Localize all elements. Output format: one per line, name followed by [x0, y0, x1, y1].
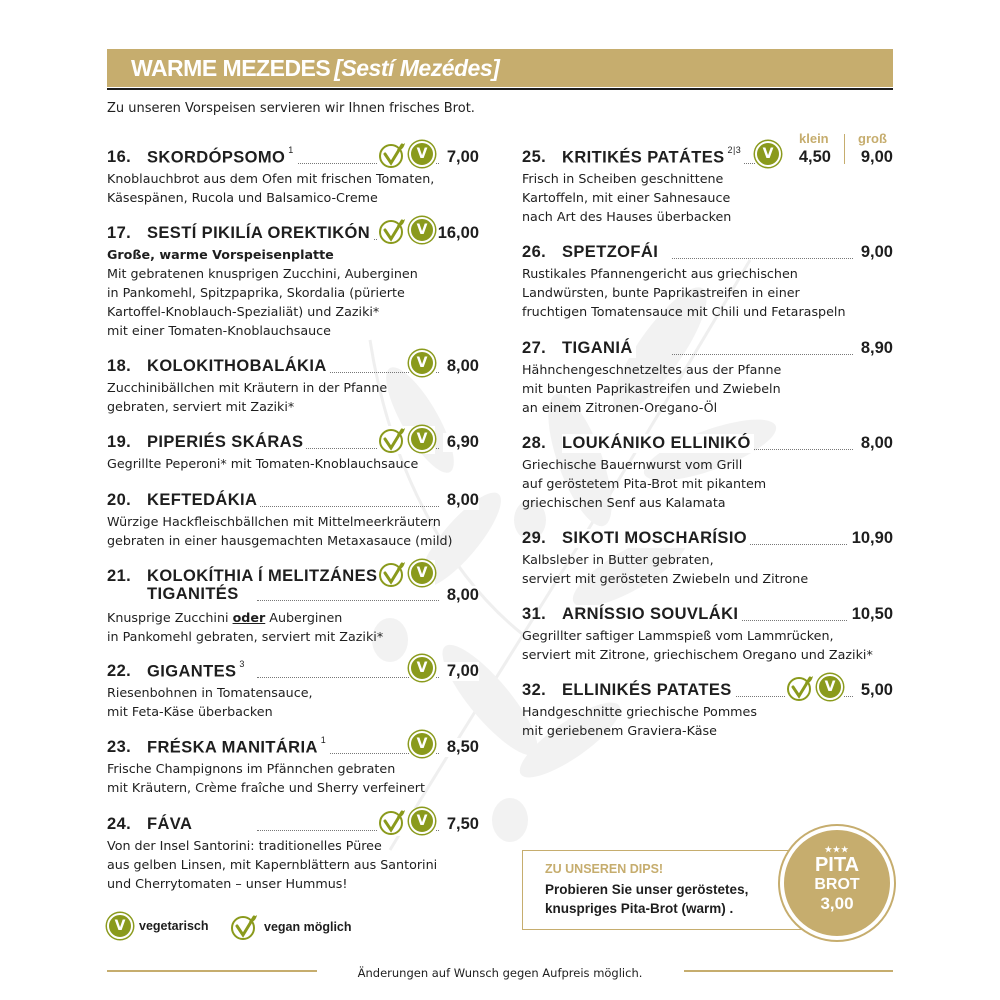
- item-subtitle: Große, warme Vorspeisenplatte: [107, 247, 334, 262]
- item-name-text: FÁVA: [147, 815, 193, 833]
- item-name: [562, 145, 744, 168]
- vegetarian-icon: V: [409, 350, 435, 376]
- section-title-sub: [Sestí Mezédes]: [334, 55, 500, 81]
- item-name: [147, 735, 329, 758]
- menu-item: [107, 813, 479, 893]
- item-number: 28.: [522, 434, 547, 452]
- item-name-text: KEFTEDÁKIA: [147, 491, 258, 509]
- item-number: 21.: [107, 567, 132, 585]
- header-rule: [107, 88, 893, 90]
- item-name: [562, 434, 754, 453]
- vegan-icon: [378, 808, 406, 836]
- section-header: [107, 49, 893, 87]
- vegetarian-icon: V: [409, 560, 435, 586]
- item-description: [522, 264, 893, 321]
- vegetarian-icon: V: [409, 141, 435, 167]
- vegetarian-icon: V: [107, 913, 133, 939]
- desc-line: Frisch in Scheiben geschnittene: [522, 171, 724, 186]
- pita-stars: ★★★: [824, 845, 850, 854]
- diet-icons: [409, 655, 435, 681]
- vegan-icon: [378, 141, 406, 169]
- desc-line: mit Feta-Käse überbacken: [107, 704, 273, 719]
- diet-icons: [409, 731, 435, 757]
- desc-line: aus gelben Linsen, mit Kapernblättern aus Santorini: [107, 857, 438, 872]
- item-price: 7,00: [443, 662, 479, 681]
- desc-line: serviert mit Zitrone, griechischem Oregano und Zaziki*: [522, 647, 873, 662]
- menu-item: [107, 660, 479, 721]
- item-description: [522, 626, 893, 664]
- vegetarian-icon: V: [817, 674, 843, 700]
- legend-vegan: [230, 913, 352, 941]
- desc-line: fruchtigen Tomatensauce mit Chili und Fetaraspeln: [522, 304, 846, 319]
- desc-line: auf geröstetem Pita-Brot mit pikantem: [522, 476, 767, 491]
- item-number: 32.: [522, 681, 547, 699]
- item-description: [107, 454, 479, 473]
- menu-item: [107, 146, 479, 207]
- item-name: [147, 491, 260, 510]
- item-description: [522, 169, 893, 226]
- dot-leader: [257, 506, 439, 507]
- desc-line: an einem Zitronen-Oregano-Öl: [522, 400, 718, 415]
- item-name-text: PIPERIÉS SKÁRAS: [147, 433, 304, 451]
- item-name-text: LOUKÁNIKO ELLINIKÓ: [562, 434, 751, 452]
- item-name-text: KOLOKÍTHIA Í MELITZÁNES: [147, 567, 378, 585]
- item-price: 7,00: [443, 148, 479, 167]
- vegan-icon: [378, 217, 406, 245]
- item-name-text: SESTÍ PIKILÍA OREKTIKÓN: [147, 224, 371, 242]
- legend-vegetarian: [107, 913, 208, 939]
- pita-label-1: PITA: [814, 854, 860, 876]
- desc-line: Kartoffeln, mit einer Sahnesauce: [522, 190, 731, 205]
- desc-part: Knusprige Zucchini: [107, 610, 233, 625]
- item-description: [522, 360, 893, 417]
- item-price: 10,90: [848, 529, 893, 548]
- menu-item: [522, 527, 893, 588]
- item-number: 26.: [522, 243, 547, 261]
- desc-line: serviert mit gerösteten Zwiebeln und Zitrone: [522, 571, 809, 586]
- vegan-icon: [786, 674, 814, 702]
- intro-text: Zu unseren Vorspeisen servieren wir Ihnen frisches Brot.: [107, 101, 475, 116]
- diet-icons: [409, 350, 435, 376]
- desc-line: mit einer Tomaten-Knoblauchsauce: [107, 323, 331, 338]
- section-title: [131, 55, 499, 82]
- item-price: 5,00: [857, 681, 893, 700]
- diet-icons: [378, 426, 435, 454]
- desc-line: Hähnchengeschnetzeltes aus der Pfanne: [522, 362, 782, 377]
- desc-line: Griechische Bauernwurst vom Grill: [522, 457, 743, 472]
- diet-icons: [378, 808, 435, 836]
- vegetarian-icon: V: [409, 217, 435, 243]
- item-footnote: 3: [239, 659, 245, 669]
- item-name-text: ELLINIKÉS PATATES: [562, 681, 732, 699]
- item-name: [147, 659, 248, 682]
- item-name: [147, 567, 380, 586]
- item-name-text: GIGANTES: [147, 662, 237, 681]
- desc-line: Gegrillte Peperoni* mit Tomaten-Knoblauchsauce: [107, 456, 419, 471]
- item-name: [562, 681, 735, 700]
- item-description: [107, 608, 479, 646]
- menu-item: [107, 355, 479, 416]
- vegetarian-icon: V: [409, 808, 435, 834]
- item-number: 31.: [522, 605, 547, 623]
- section-title-main: WARME MEZEDES: [131, 55, 331, 81]
- menu-item: [522, 432, 893, 512]
- dips-line-1: Probieren Sie unser geröstetes,: [545, 882, 749, 897]
- menu-item: [107, 736, 479, 797]
- desc-line: gebraten, serviert mit Zaziki*: [107, 399, 295, 414]
- menu-item: [522, 146, 893, 226]
- menu-item: [107, 565, 479, 646]
- dips-line-2: knuspriges Pita-Brot (warm) .: [545, 901, 734, 916]
- diet-icons: [378, 141, 435, 169]
- item-number: 22.: [107, 662, 132, 680]
- item-description: [107, 378, 479, 416]
- item-description: [107, 512, 479, 550]
- item-price: 8,50: [443, 738, 479, 757]
- desc-line: mit geriebenem Graviera-Käse: [522, 723, 717, 738]
- item-name-text: FRÉSKA MANITÁRIA: [147, 738, 318, 757]
- dot-leader: [257, 600, 439, 601]
- vegetarian-icon: V: [409, 655, 435, 681]
- vegan-icon: [230, 913, 258, 941]
- item-name-text: KRITIKÉS PATÁTES: [562, 148, 725, 167]
- item-name-text: SPETZOFÁI: [562, 243, 659, 261]
- item-description: [107, 245, 479, 340]
- desc-line: mit bunten Paprikastreifen und Zwiebeln: [522, 381, 781, 396]
- item-price: 7,50: [443, 815, 479, 834]
- item-name-text: KOLOKITHOBALÁKIA: [147, 357, 327, 375]
- item-name: [147, 357, 330, 376]
- item-price: 8,00: [857, 434, 893, 453]
- desc-line: mit Kräutern, Crème fraîche und Sherry verfeinert: [107, 780, 425, 795]
- item-footnote: 1: [320, 735, 327, 745]
- item-number: 20.: [107, 491, 132, 509]
- desc-line: in Pankomehl, Spitzpaprika, Skordalia (pürierte: [107, 285, 405, 300]
- item-number: 19.: [107, 433, 132, 451]
- item-number: 23.: [107, 738, 132, 756]
- desc-line: in Pankomehl gebraten, serviert mit Zaziki*: [107, 629, 384, 644]
- desc-line: Von der Insel Santorini: traditionelles Püree: [107, 838, 382, 853]
- vegetarian-icon: V: [755, 141, 781, 167]
- item-price: 16,00: [434, 224, 479, 243]
- item-price: 8,00: [443, 491, 479, 510]
- item-name-text: SIKOTI MOSCHARÍSIO: [562, 529, 748, 547]
- pita-label-2: BROT: [814, 876, 860, 893]
- item-name-text: ARNÍSSIO SOUVLÁKI: [562, 605, 739, 623]
- menu-item: [107, 431, 479, 473]
- desc-line: nach Art des Hauses überbacken: [522, 209, 732, 224]
- item-price: 9,00: [857, 148, 893, 167]
- vegan-icon: [378, 560, 406, 588]
- dips-box: [522, 850, 812, 930]
- item-number: 18.: [107, 357, 132, 375]
- item-name: [562, 529, 750, 548]
- desc-line: Kartoffel-Knoblauch-Spezialiät) und Zaziki*: [107, 304, 380, 319]
- item-name: [562, 605, 741, 624]
- diet-icons: [378, 217, 435, 245]
- menu-item: [107, 222, 479, 340]
- item-price-small: 4,50: [795, 148, 831, 167]
- item-number: 24.: [107, 815, 132, 833]
- desc-line: Mit gebratenen knusprigen Zucchini, Auberginen: [107, 266, 418, 281]
- vegetarian-icon: V: [409, 731, 435, 757]
- menu-item: [522, 603, 893, 664]
- size-small-label: klein: [799, 131, 829, 146]
- item-description: [522, 550, 893, 588]
- item-name-text: TIGANIÁ: [562, 339, 633, 357]
- item-number: 25.: [522, 148, 547, 166]
- desc-line: Kalbsleber in Butter gebraten,: [522, 552, 714, 567]
- pita-bread-badge: [780, 826, 894, 940]
- item-name-text: SKORDÓPSOMO: [147, 148, 286, 167]
- item-price: 10,50: [848, 605, 893, 624]
- item-number: 17.: [107, 224, 132, 242]
- item-footnote: 1: [288, 145, 294, 155]
- item-description: [522, 455, 893, 512]
- desc-line: Landwürsten, bunte Paprikastreifen in einer: [522, 285, 800, 300]
- desc-line: Würzige Hackfleischbällchen mit Mittelmeerkräutern: [107, 514, 441, 529]
- desc-line: Handgeschnitte griechische Pommes: [522, 704, 757, 719]
- desc-line: Knoblauchbrot aus dem Ofen mit frischen Tomaten,: [107, 171, 435, 186]
- desc-line: Frische Champignons im Pfännchen gebraten: [107, 761, 396, 776]
- item-name: [562, 243, 661, 262]
- item-description: [107, 169, 479, 207]
- diet-icons: [378, 560, 435, 588]
- item-number: 16.: [107, 148, 132, 166]
- menu-item: [522, 679, 893, 740]
- menu-item: [522, 337, 893, 417]
- item-name: [147, 433, 306, 452]
- desc-line: Riesenbohnen in Tomatensauce,: [107, 685, 313, 700]
- desc-line: Käsespänen, Rucola und Balsamico-Creme: [107, 190, 378, 205]
- item-description: [522, 702, 893, 740]
- legend-vegan-label: vegan möglich: [264, 920, 352, 934]
- dot-leader: [672, 354, 853, 355]
- item-price: 8,00: [443, 357, 479, 376]
- footer-note: Änderungen auf Wunsch gegen Aufpreis möglich.: [357, 966, 643, 980]
- item-price: 8,90: [857, 339, 893, 358]
- desc-line: Zucchinibällchen mit Kräutern in der Pfanne: [107, 380, 388, 395]
- item-name-line-2: TIGANITÉS: [147, 585, 242, 604]
- item-price: 9,00: [857, 243, 893, 262]
- item-name: [147, 224, 373, 243]
- diet-icons: [755, 141, 781, 167]
- item-name: [147, 145, 297, 168]
- desc-line: Rustikales Pfannengericht aus griechischen: [522, 266, 798, 281]
- item-footnote: 2|3: [727, 145, 742, 155]
- desc-emphasis: oder: [232, 610, 266, 625]
- item-description: [107, 836, 479, 893]
- item-price: 8,00: [443, 586, 479, 605]
- diet-icons: [786, 674, 843, 702]
- desc-part: Auberginen: [265, 610, 343, 625]
- dot-leader: [672, 258, 853, 259]
- item-name: [562, 339, 636, 358]
- desc-line: Gegrillter saftiger Lammspieß vom Lammrücken,: [522, 628, 834, 643]
- vegetarian-icon: V: [409, 426, 435, 452]
- menu-item: [522, 241, 893, 321]
- menu-item: [107, 489, 479, 550]
- desc-line: gebraten in einer hausgemachten Metaxasauce (mild): [107, 533, 453, 548]
- size-large-label: groß: [858, 131, 887, 146]
- item-number: 29.: [522, 529, 547, 547]
- item-description: [107, 683, 479, 721]
- item-description: [107, 759, 479, 797]
- item-number: 27.: [522, 339, 547, 357]
- item-price: 6,90: [443, 433, 479, 452]
- dips-title: ZU UNSEREN DIPS!: [545, 862, 664, 876]
- legend-vegetarian-label: vegetarisch: [139, 919, 209, 933]
- desc-line: griechischen Senf aus Kalamata: [522, 495, 726, 510]
- desc-line: und Cherrytomaten – unser Hummus!: [107, 876, 348, 891]
- vegan-icon: [378, 426, 406, 454]
- pita-price: 3,00: [820, 894, 854, 913]
- item-name: [147, 815, 195, 834]
